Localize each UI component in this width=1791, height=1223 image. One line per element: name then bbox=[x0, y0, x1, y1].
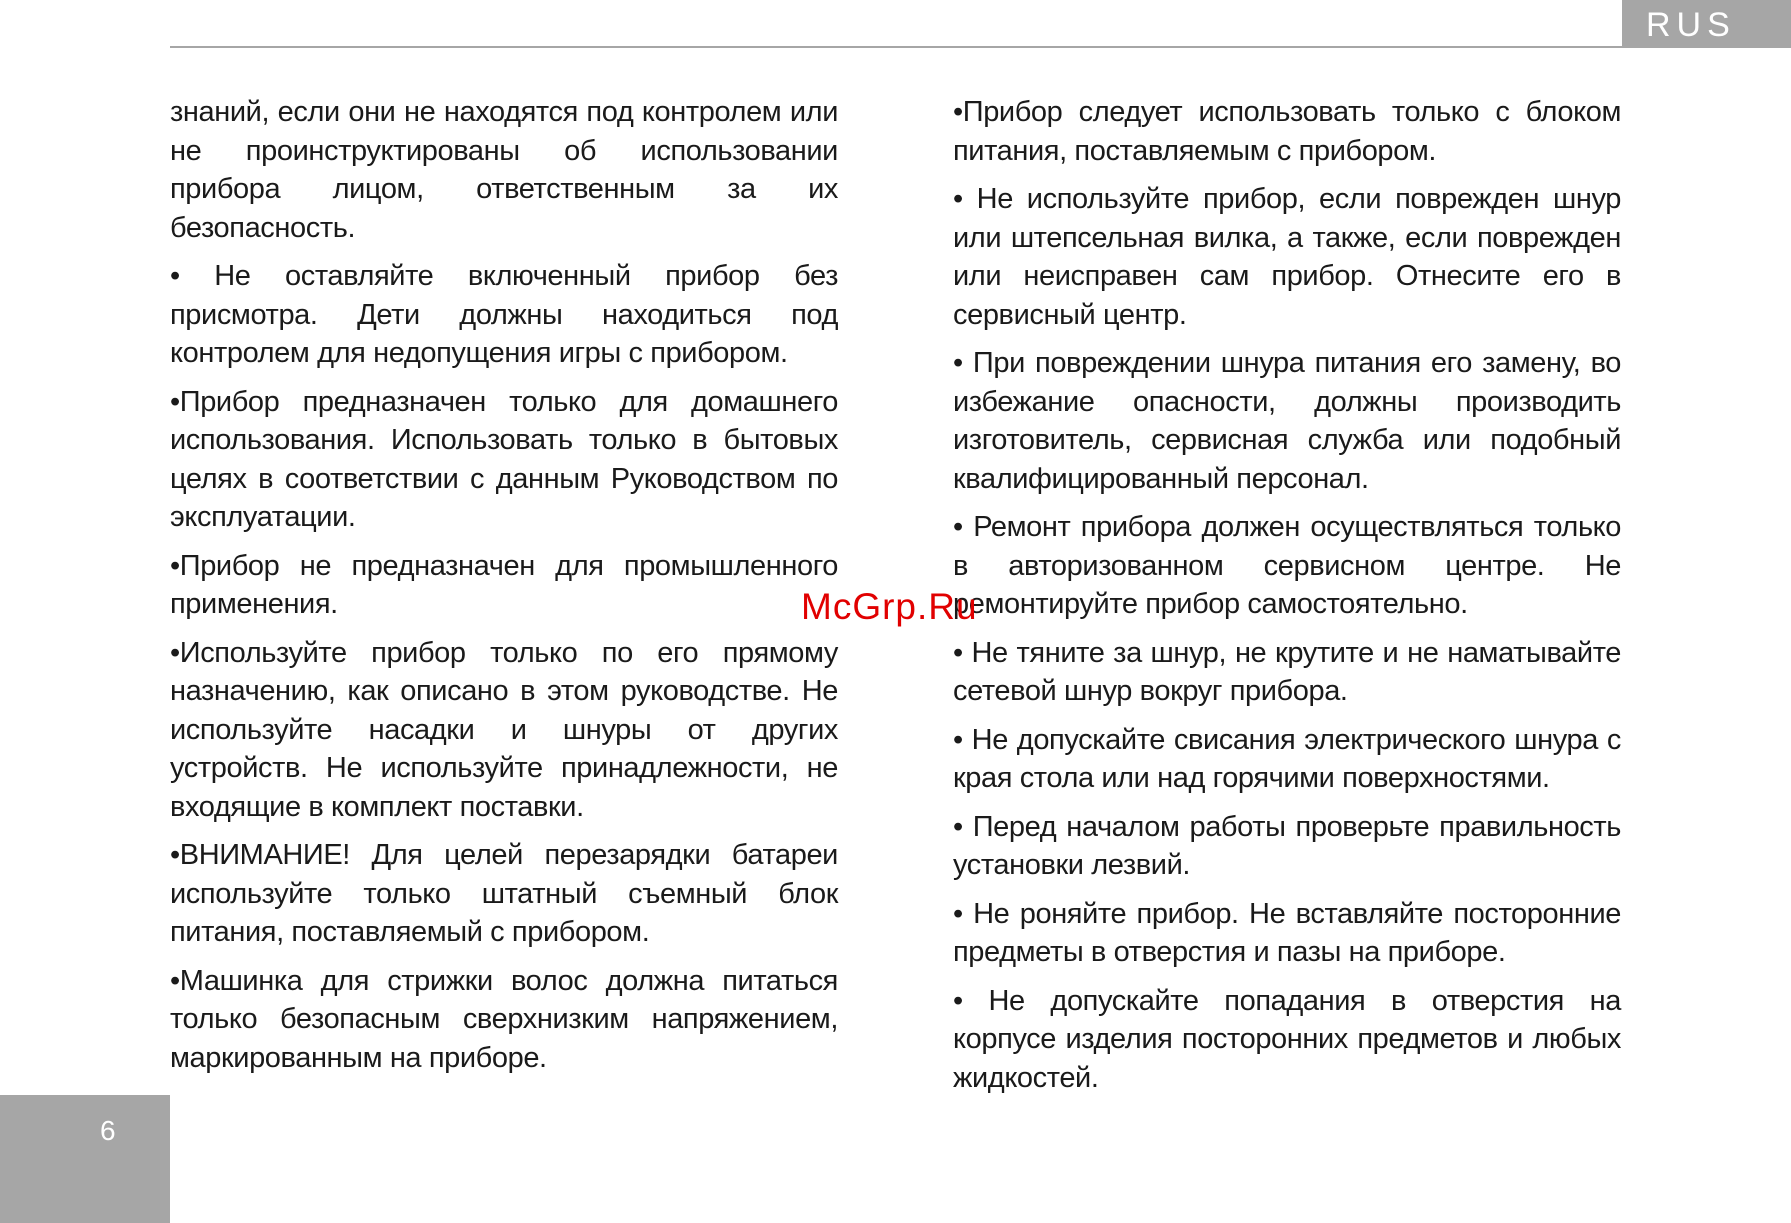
right-paragraph-5: • Не тяните за шнур, не крутите и не наматывайте сетевой шнур вокруг прибора. bbox=[953, 636, 1621, 707]
page-number: 6 bbox=[100, 1115, 116, 1146]
left-paragraph-6: •ВНИМАНИЕ! Для целей перезарядки батареи используйте только штатный съемный блок питания, поставляемый с прибором. bbox=[170, 839, 838, 948]
page-number-tab bbox=[0, 1095, 170, 1223]
left-paragraph-5: •Используйте прибор только по его прямому назначению, как описано в этом руководстве. Не используйте насадки и шнуры от других устройств. Не используйте принадлежности, не входящие в комплект поставки. bbox=[170, 636, 838, 823]
left-paragraph-1: знаний, если они не находятся под контролем или не проинструктированы об использовании прибора лицом, ответственным за их безопасность. bbox=[170, 96, 838, 244]
right-paragraph-6: • Не допускайте свисания электрического шнура с края стола или над горячими поверхностями. bbox=[953, 723, 1621, 794]
right-paragraph-8: • Не роняйте прибор. Не вставляйте посторонние предметы в отверстия и пазы на приборе. bbox=[953, 897, 1621, 968]
right-paragraph-1: •Прибор следует использовать только с блоком питания, поставляемым с прибором. bbox=[953, 96, 1621, 167]
left-paragraph-3: •Прибор предназначен только для домашнего использования. Использовать только в бытовых целях в соответствии с данным Руководством по эксплуатации. bbox=[170, 385, 838, 533]
left-paragraph-7: •Машинка для стрижки волос должна питаться только безопасным сверхнизким напряжением, маркированным на приборе. bbox=[170, 964, 838, 1074]
header-rule bbox=[170, 46, 1791, 48]
right-column bbox=[953, 93, 1621, 1107]
left-paragraph-2: • Не оставляйте включенный прибор без присмотра. Дети должны находиться под контролем для недопущения игры с прибором. bbox=[170, 260, 838, 369]
left-paragraph-4: •Прибор не предназначен для промышленного применения. bbox=[170, 549, 838, 620]
watermark-text: McGrp.Ru bbox=[801, 586, 978, 627]
right-paragraph-4: • Ремонт прибора должен осуществляться только в авторизованном сервисном центре. Не ремонтируйте прибор самостоятельно. bbox=[953, 511, 1621, 620]
right-paragraph-7: • Перед началом работы проверьте правильность установки лезвий. bbox=[953, 810, 1621, 881]
left-column bbox=[170, 93, 838, 1087]
language-tab: RUS bbox=[1622, 0, 1791, 47]
right-paragraph-9: • Не допускайте попадания в отверстия на корпусе изделия посторонних предметов и любых жидкостей. bbox=[953, 984, 1621, 1094]
right-paragraph-2: • Не используйте прибор, если поврежден шнур или штепсельная вилка, а также, если поврежден или неисправен сам прибор. Отнесите его в сервисный центр. bbox=[953, 183, 1621, 331]
right-paragraph-3: • При повреждении шнура питания его замену, во избежание опасности, должны производить изготовитель, сервисная служба или подобный квалифицированный персонал. bbox=[953, 347, 1621, 495]
